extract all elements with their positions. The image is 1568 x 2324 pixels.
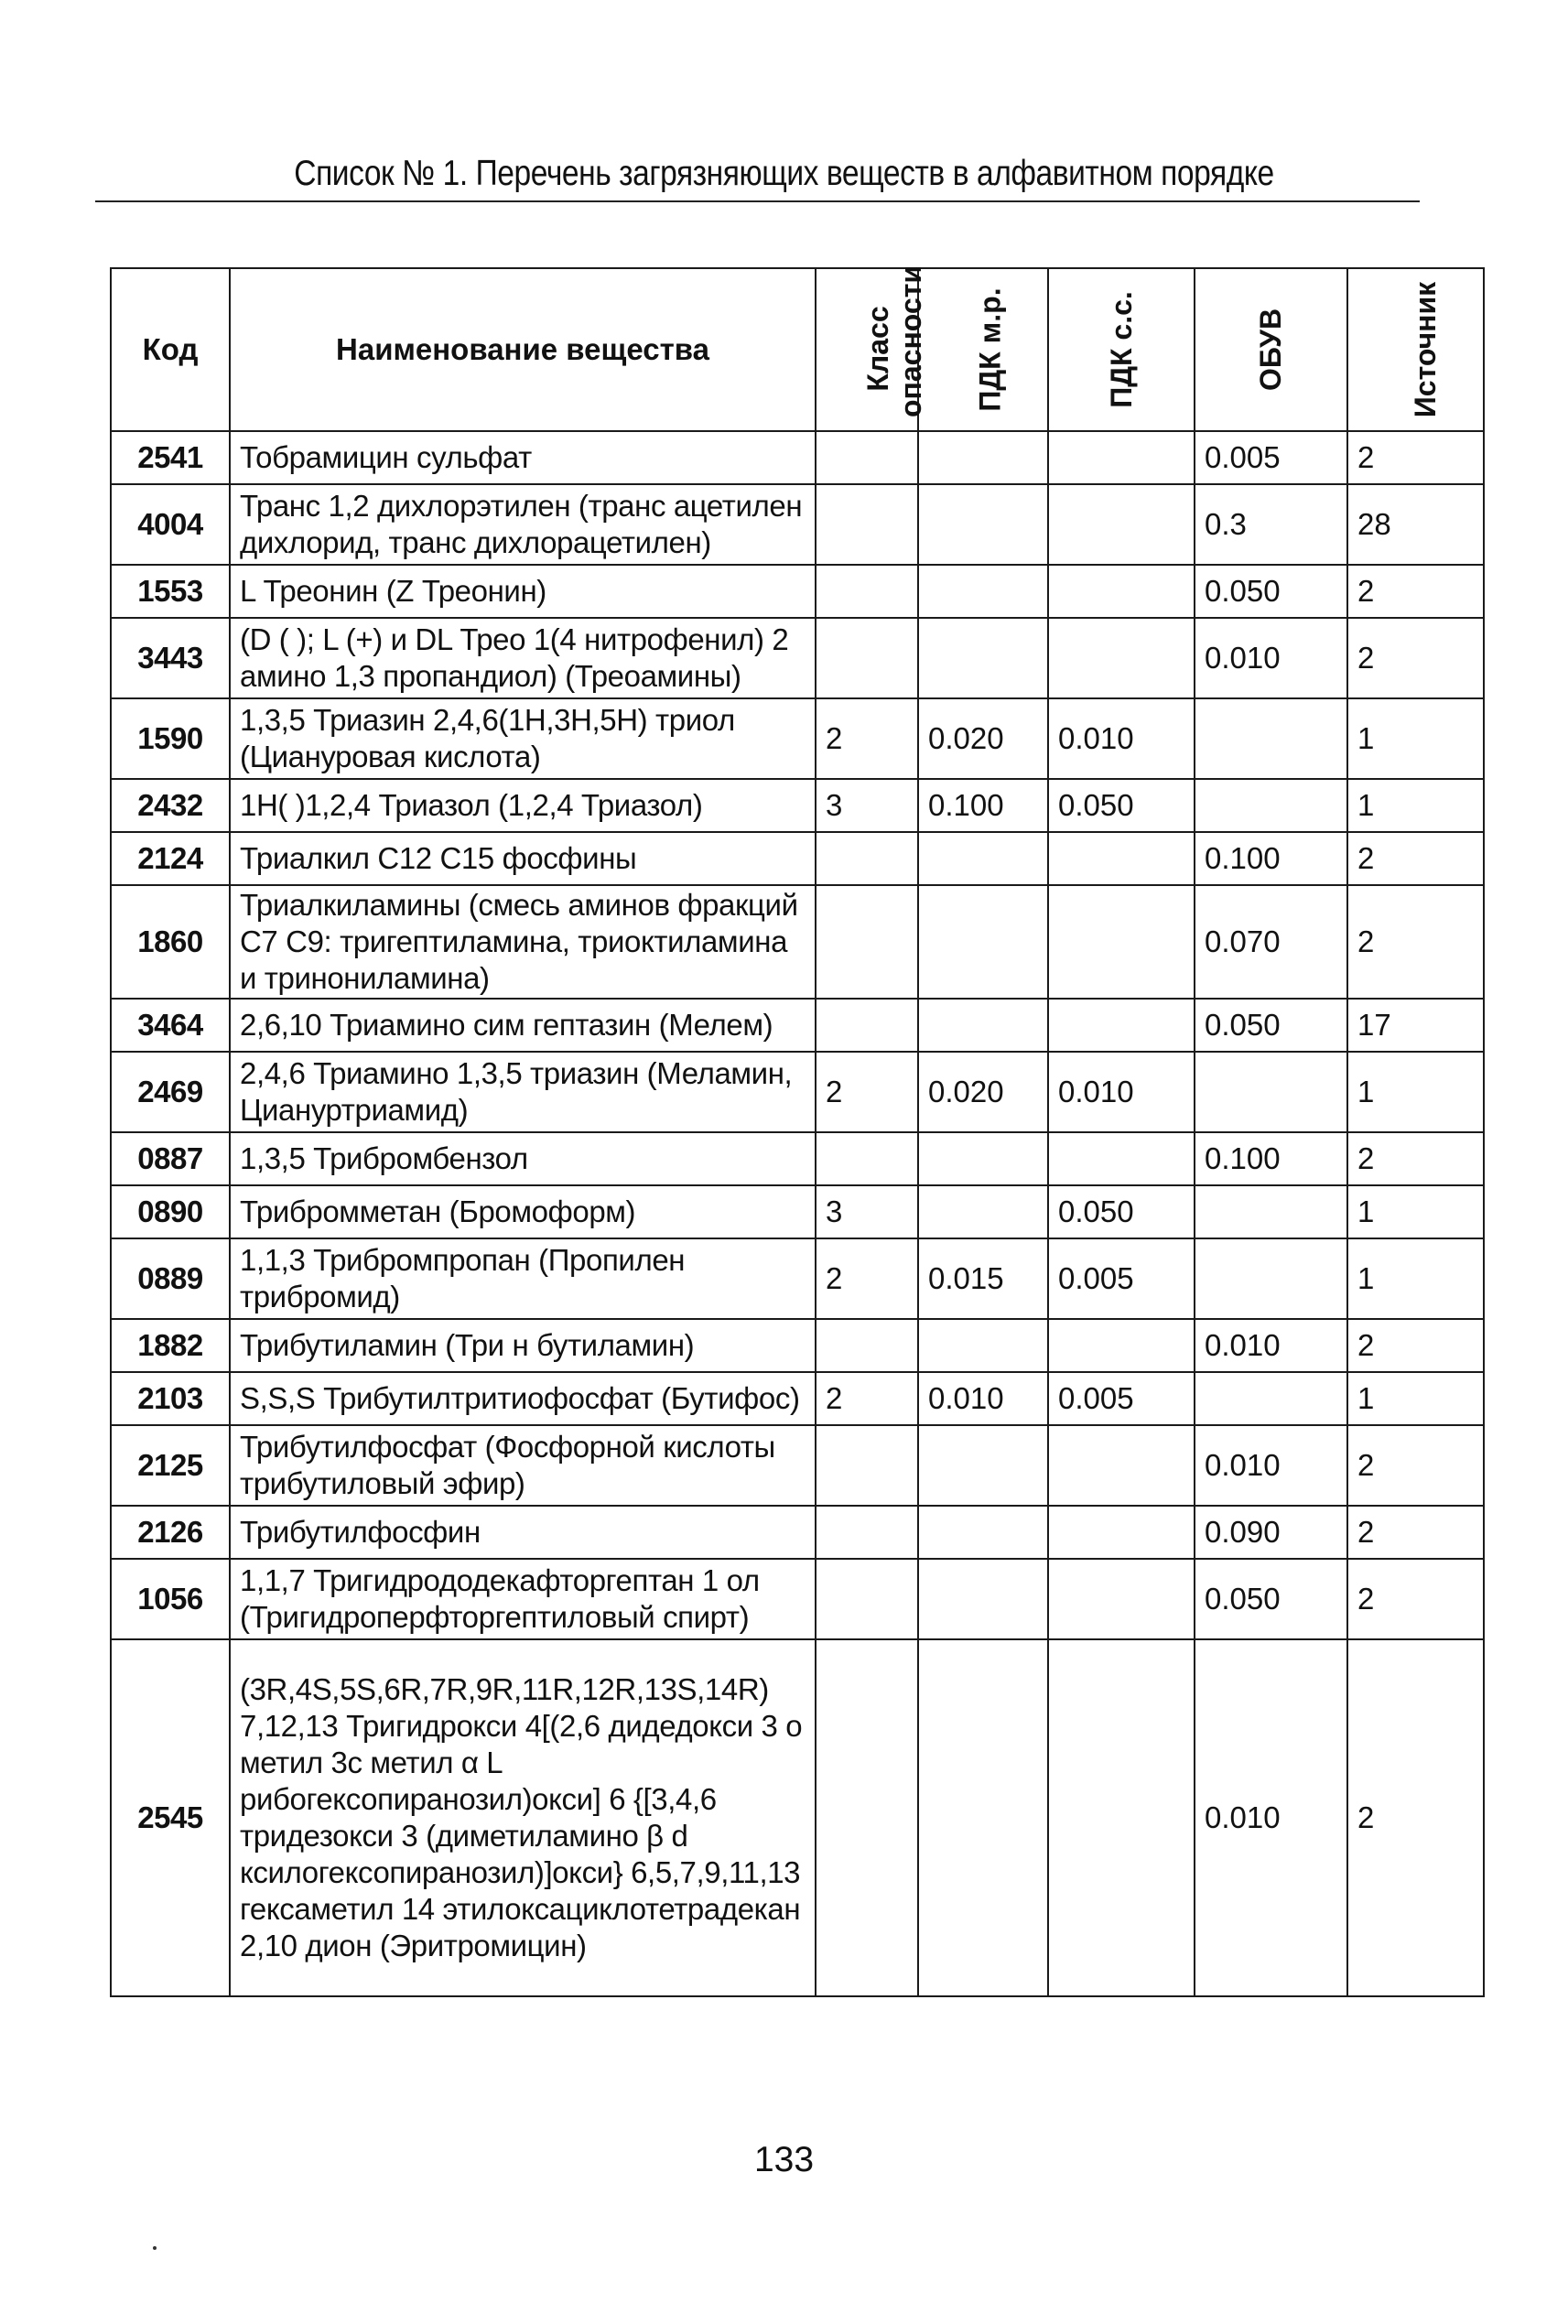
table-row <box>111 999 1484 1052</box>
pdk-mr-cell: 0.015 <box>918 1238 1048 1319</box>
hazard-class-cell: 2 <box>816 1372 918 1425</box>
table-row <box>111 618 1484 698</box>
hazard-class-cell <box>816 431 918 484</box>
code-cell: 2541 <box>111 431 230 484</box>
source-cell: 1 <box>1347 1372 1484 1425</box>
pdk-ss-cell <box>1048 999 1195 1052</box>
name-cell: 2,4,6 Триамино 1,3,5 триазин (Меламин, Циануртриамид) <box>230 1052 816 1132</box>
pdk-mr-cell <box>918 832 1048 885</box>
source-cell: 17 <box>1347 999 1484 1052</box>
code-cell: 2469 <box>111 1052 230 1132</box>
pdk-ss-cell <box>1048 832 1195 885</box>
pdk-ss-cell: 0.050 <box>1048 1185 1195 1238</box>
table-row <box>111 431 1484 484</box>
pdk-mr-cell <box>918 1506 1048 1559</box>
obuv-cell: 0.010 <box>1195 1319 1347 1372</box>
pdk-mr-cell <box>918 484 1048 565</box>
hazard-class-cell <box>816 1425 918 1506</box>
name-cell: L Треонин (Z Треонин) <box>230 565 816 618</box>
table-row <box>111 484 1484 565</box>
hazard-class-cell: 3 <box>816 1185 918 1238</box>
source-cell: 2 <box>1347 1319 1484 1372</box>
code-cell: 2125 <box>111 1425 230 1506</box>
col-header-hazard-class-label: Класс опасности <box>861 265 927 417</box>
obuv-cell <box>1195 1238 1347 1319</box>
pdk-ss-cell <box>1048 1132 1195 1185</box>
pdk-mr-cell: 0.100 <box>918 779 1048 832</box>
source-cell: 1 <box>1347 698 1484 779</box>
hazard-class-cell <box>816 885 918 999</box>
pdk-ss-cell <box>1048 565 1195 618</box>
pdk-ss-cell <box>1048 484 1195 565</box>
code-cell: 0889 <box>111 1238 230 1319</box>
pdk-ss-cell <box>1048 618 1195 698</box>
code-cell: 2124 <box>111 832 230 885</box>
pdk-mr-cell <box>918 1132 1048 1185</box>
col-header-pdk-mr-label: ПДК м.р. <box>973 287 1007 412</box>
substances-table <box>110 267 1485 1997</box>
obuv-cell: 0.010 <box>1195 1425 1347 1506</box>
code-cell: 3443 <box>111 618 230 698</box>
obuv-cell: 0.050 <box>1195 1559 1347 1639</box>
table-row <box>111 1372 1484 1425</box>
name-cell: Трибутилфосфин <box>230 1506 816 1559</box>
code-cell: 4004 <box>111 484 230 565</box>
pdk-mr-cell <box>918 1559 1048 1639</box>
name-cell: S,S,S Трибутилтритиофосфат (Бутифос) <box>230 1372 816 1425</box>
obuv-cell <box>1195 1052 1347 1132</box>
source-cell: 2 <box>1347 565 1484 618</box>
source-cell: 2 <box>1347 1425 1484 1506</box>
obuv-cell: 0.010 <box>1195 1639 1347 1996</box>
name-cell: (D ( ); L (+) и DL Трео 1(4 нитрофенил) 2 амино 1,3 пропандиол) (Треоамины) <box>230 618 816 698</box>
code-cell: 1056 <box>111 1559 230 1639</box>
name-cell: Трибромметан (Бромоформ) <box>230 1185 816 1238</box>
pdk-mr-cell <box>918 618 1048 698</box>
source-cell: 2 <box>1347 1559 1484 1639</box>
name-cell: 1H( )1,2,4 Триазол (1,2,4 Триазол) <box>230 779 816 832</box>
source-cell: 2 <box>1347 1639 1484 1996</box>
hazard-class-cell: 2 <box>816 1238 918 1319</box>
name-cell: Тобрамицин сульфат <box>230 431 816 484</box>
col-header-hazard-class <box>816 265 927 431</box>
table-body <box>111 431 1484 1996</box>
col-header-code <box>111 268 230 431</box>
pdk-mr-cell <box>918 431 1048 484</box>
hazard-class-cell <box>816 1506 918 1559</box>
pdk-ss-cell: 0.050 <box>1048 779 1195 832</box>
table-row <box>111 832 1484 885</box>
name-cell: (3R,4S,5S,6R,7R,9R,11R,12R,13S,14R) 7,12,13 Тригидрокси 4[(2,6 дидедокси 3 о метил 3с метил α L рибогексопиранозил)окси] 6 {[3,4,6 тридезокси 3 (диметиламино β d ксилогексопиранозил)]окси} 6,5,7,9,11,13 гексаметил 14 этилоксациклотетрадекан 2,10 дион (Эритромицин) <box>230 1639 816 1996</box>
name-cell: 1,1,3 Трибромпропан (Пропилен трибромид) <box>230 1238 816 1319</box>
col-header-code-label: Код <box>142 332 199 366</box>
table-row <box>111 1425 1484 1506</box>
hazard-class-cell <box>816 1559 918 1639</box>
pdk-mr-cell: 0.020 <box>918 698 1048 779</box>
table-row <box>111 779 1484 832</box>
source-cell: 1 <box>1347 779 1484 832</box>
source-cell: 2 <box>1347 1506 1484 1559</box>
code-cell: 2126 <box>111 1506 230 1559</box>
obuv-cell: 0.100 <box>1195 1132 1347 1185</box>
name-cell: Транс 1,2 дихлорэтилен (транс ацетилен дихлорид, транс дихлорацетилен) <box>230 484 816 565</box>
name-cell: 1,1,7 Тригидрододекафторгептан 1 ол (Тригидроперфторгептиловый спирт) <box>230 1559 816 1639</box>
pdk-ss-cell: 0.005 <box>1048 1372 1195 1425</box>
pdk-ss-cell: 0.010 <box>1048 698 1195 779</box>
pdk-ss-cell <box>1048 1639 1195 1996</box>
pdk-mr-cell: 0.010 <box>918 1372 1048 1425</box>
source-cell: 2 <box>1347 431 1484 484</box>
hazard-class-cell <box>816 1132 918 1185</box>
table-row <box>111 1052 1484 1132</box>
source-cell: 1 <box>1347 1185 1484 1238</box>
header-rule <box>95 200 1420 202</box>
source-cell: 28 <box>1347 484 1484 565</box>
table-row <box>111 1319 1484 1372</box>
source-cell: 1 <box>1347 1238 1484 1319</box>
col-header-obuv-label: ОБУВ <box>1254 308 1288 392</box>
code-cell: 1590 <box>111 698 230 779</box>
hazard-class-cell <box>816 565 918 618</box>
col-header-source <box>1347 268 1484 431</box>
source-cell: 2 <box>1347 618 1484 698</box>
hazard-class-cell <box>816 618 918 698</box>
hazard-class-cell <box>816 1319 918 1372</box>
source-cell: 2 <box>1347 1132 1484 1185</box>
hazard-class-cell <box>816 832 918 885</box>
source-cell: 1 <box>1347 1052 1484 1132</box>
pdk-ss-cell: 0.010 <box>1048 1052 1195 1132</box>
pdk-mr-cell <box>918 999 1048 1052</box>
pdk-mr-cell: 0.020 <box>918 1052 1048 1132</box>
name-cell: Трибутиламин (Три н бутиламин) <box>230 1319 816 1372</box>
stray-dot <box>153 2246 157 2250</box>
pdk-mr-cell <box>918 1319 1048 1372</box>
code-cell: 0890 <box>111 1185 230 1238</box>
col-header-obuv <box>1195 268 1347 431</box>
col-header-pdk-ss-label: ПДК с.с. <box>1105 291 1138 408</box>
obuv-cell: 0.3 <box>1195 484 1347 565</box>
obuv-cell: 0.050 <box>1195 565 1347 618</box>
obuv-cell <box>1195 698 1347 779</box>
name-cell: Триалкил C12 C15 фосфины <box>230 832 816 885</box>
pdk-ss-cell <box>1048 1559 1195 1639</box>
obuv-cell: 0.100 <box>1195 832 1347 885</box>
name-cell: 2,6,10 Триамино сим гептазин (Мелем) <box>230 999 816 1052</box>
pdk-ss-cell <box>1048 885 1195 999</box>
name-cell: Триалкиламины (смесь аминов фракций C7 C9: тригептиламина, триоктиламина и тринониламина) <box>230 885 816 999</box>
obuv-cell <box>1195 1372 1347 1425</box>
page-header-title: Список № 1. Перечень загрязняющих веществ в алфавитном порядке <box>294 154 1274 193</box>
code-cell: 1860 <box>111 885 230 999</box>
hazard-class-cell: 2 <box>816 1052 918 1132</box>
pdk-mr-cell <box>918 885 1048 999</box>
code-cell: 1882 <box>111 1319 230 1372</box>
col-header-name <box>230 268 816 431</box>
table-row <box>111 1185 1484 1238</box>
col-header-pdk-mr <box>918 268 1048 431</box>
pdk-ss-cell: 0.005 <box>1048 1238 1195 1319</box>
hazard-class-cell <box>816 1639 918 1996</box>
table-row <box>111 1506 1484 1559</box>
col-header-name-label: Наименование вещества <box>336 332 709 366</box>
pdk-mr-cell <box>918 1639 1048 1996</box>
code-cell: 0887 <box>111 1132 230 1185</box>
table-row <box>111 1132 1484 1185</box>
page-number: 133 <box>753 2140 815 2179</box>
name-cell: 1,3,5 Трибромбензол <box>230 1132 816 1185</box>
obuv-cell: 0.050 <box>1195 999 1347 1052</box>
col-header-source-label: Источник <box>1409 281 1443 418</box>
table-row <box>111 1559 1484 1639</box>
hazard-class-cell: 2 <box>816 698 918 779</box>
table-row <box>111 885 1484 999</box>
obuv-cell <box>1195 1185 1347 1238</box>
name-cell: Трибутилфосфат (Фосфорной кислоты трибутиловый эфир) <box>230 1425 816 1506</box>
obuv-cell: 0.090 <box>1195 1506 1347 1559</box>
pdk-ss-cell <box>1048 1425 1195 1506</box>
hazard-class-cell: 3 <box>816 779 918 832</box>
name-cell: 1,3,5 Триазин 2,4,6(1H,3H,5H) триол (Циануровая кислота) <box>230 698 816 779</box>
obuv-cell: 0.070 <box>1195 885 1347 999</box>
source-cell: 2 <box>1347 885 1484 999</box>
hazard-class-cell <box>816 999 918 1052</box>
code-cell: 2432 <box>111 779 230 832</box>
table-header-row <box>111 268 1484 431</box>
code-cell: 2103 <box>111 1372 230 1425</box>
code-cell: 3464 <box>111 999 230 1052</box>
col-header-pdk-ss <box>1048 268 1195 431</box>
hazard-class-cell <box>816 484 918 565</box>
pdk-ss-cell <box>1048 431 1195 484</box>
code-cell: 1553 <box>111 565 230 618</box>
source-cell: 2 <box>1347 832 1484 885</box>
pdk-mr-cell <box>918 1185 1048 1238</box>
pdk-mr-cell <box>918 565 1048 618</box>
obuv-cell: 0.005 <box>1195 431 1347 484</box>
pdk-ss-cell <box>1048 1506 1195 1559</box>
table-row <box>111 1639 1484 1996</box>
obuv-cell <box>1195 779 1347 832</box>
table-row <box>111 1238 1484 1319</box>
obuv-cell: 0.010 <box>1195 618 1347 698</box>
pdk-mr-cell <box>918 1425 1048 1506</box>
table-row <box>111 698 1484 779</box>
table-row <box>111 565 1484 618</box>
code-cell: 2545 <box>111 1639 230 1996</box>
pdk-ss-cell <box>1048 1319 1195 1372</box>
